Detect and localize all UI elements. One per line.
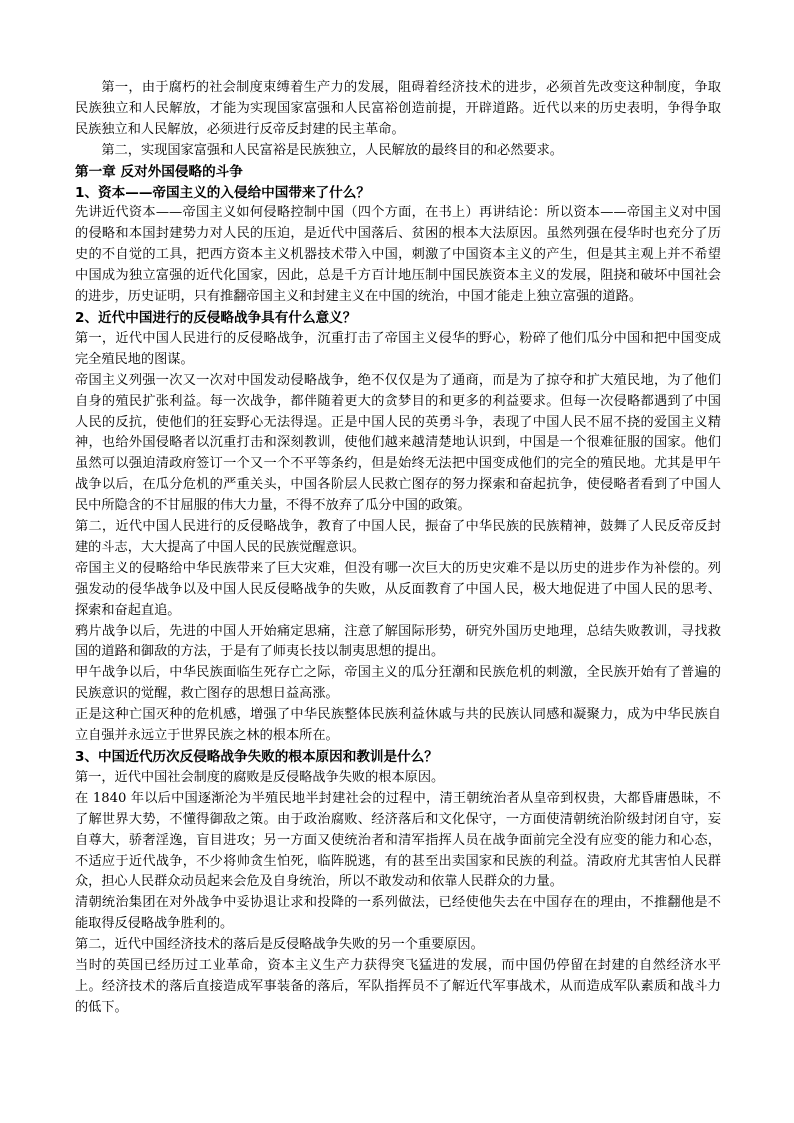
question-3-heading: 3、中国近代历次反侵略战争失败的根本原因和教训是什么？ (75, 749, 438, 765)
q3-paragraph: 第一，近代中国社会制度的腐败是反侵略战争失败的根本原因。 (75, 769, 445, 785)
q2-paragraph: 帝国主义列强一次又一次对中国发动侵略战争，绝不仅仅是为了通商，而是为了掠夺和扩大殖民地，为了他们自身的殖民扩张利益。每一次战争，都伴随着更大的贪梦目的和更多的利益要求。但每一次侵略都遇到了中国人民的反抗，使他们的狂妄野心无法得逞。正是中国人民的英勇斗争，表现了中国人民不屈不挠的爱国主义精神，也给外国侵略者以沉重打击和深刻教训，使他们越来越清楚地认识到，中国是一个很难征服的国家。他们虽然可以强迫清政府签订一个又一个不平等条约，但是始终无法把中国变成他们的完全的殖民地。尤其是甲午战争以后，在瓜分危机的严重关头，中国各阶层人民救亡图存的努力探索和奋起抗争，使侵略者看到了中国人民中所隐含的不甘屈服的伟大力量，不得不放弃了瓜分中国的政策。 (75, 372, 721, 514)
q2-paragraph: 第二，近代中国人民进行的反侵略战争，教育了中国人民，振奋了中华民族的民族精神，鼓舞了人民反帝反封建的斗志，大大提高了中国人民的民族觉醒意识。 (75, 519, 721, 555)
intro-paragraph-2: 第二，实现国家富强和人民富裕是民族独立，人民解放的最终目的和必然要求。 (101, 142, 563, 158)
question-2-heading: 2、近代中国进行的反侵略战争具有什么意义？ (75, 309, 357, 326)
q2-paragraph: 甲午战争以后，中华民族面临生死存亡之际，帝国主义的瓜分狂潮和民族危机的刺激，全民族开始有了普遍的民族意识的觉醒，救亡图存的思想日益高涨。 (75, 665, 721, 702)
q2-paragraph: 帝国主义的侵略给中华民族带来了巨大灾难，但没有哪一次巨大的历史灾难不是以历史的进步作为补偿的。列强发动的侵华战争以及中国人民反侵略战争的失败，从反面教育了中国人民，极大地促进了中国人民的思考、探索和奋起直追。 (75, 560, 721, 618)
q2-paragraph: 鸦片战争以后，先进的中国人开始痛定思痛，注意了解国际形势，研究外国历史地理，总结失败教训，寻找救国的道路和御敌的方法，于是有了师夷长技以制夷思想的提出。 (75, 623, 721, 660)
question-1-heading: 1、资本——帝国主义的入侵给中国带来了什么？ (75, 184, 370, 201)
q3-paragraph: 在 1840 年以后中国逐渐沦为半殖民地半封建社会的过程中，清王朝统治者从皇帝到权贵，大都昏庸愚昧，不了解世界大势，不懂得御敌之策。由于政治腐败、经济落后和文化保守，一方面使清朝统治阶级封闭自守，妄自尊大，骄奢淫逸，盲目进攻；另一方面又使统治者和清军指挥人员在战争面前完全没有应变的能力和心态，不适应于近代战争，不少将帅贪生怕死，临阵脱逃，有的甚至出卖国家和民族的利益。清政府尤其害怕人民群众，担心人民群众动员起来会危及自身统治，所以不敢发动和依靠人民群众的力量。 (75, 790, 721, 890)
q1-paragraph: 先讲近代资本——帝国主义如何侵略控制中国（四个方面，在书上）再讲结论：所以资本——帝国主义对中国的侵略和本国封建势力对人民的压迫，是近代中国落后、贫困的根本大法原因。虽然列强在侵华时也充分了历史的不自觉的工具，把西方资本主义机器技术带入中国，刺激了中国资本主义的产生，但是其主观上并不希望中国成为独立富强的近代化国家，因此，总是千方百计地压制中国民族资本主义的发展，阻挠和破坏中国社会的进步，历史证明，只有推翻帝国主义和封建主义在中国的统治，中国才能走上独立富强的道路。 (75, 205, 721, 305)
intro-paragraph-1: 第一，由于腐朽的社会制度束缚着生产力的发展，阻碍着经济技术的进步，必须首先改变这种制度，争取民族独立和人民解放，才能为实现国家富强和人民富裕创造前提，开辟道路。近代以来的历史表明，争得争取民族独立和人民解放，必须进行反帝反封建的民主革命。 (75, 80, 721, 137)
chapter-title: 第一章 反对外国侵略的斗争 (75, 163, 243, 180)
q3-paragraph: 当时的英国已经历过工业革命，资本主义生产力获得突飞猛进的发展，而中国仍停留在封建的自然经济水平上。经济技术的落后直接造成军事装备的落后，军队指挥员不了解近代军事战术，从而造成军队素质和战斗力的低下。 (75, 958, 721, 1015)
q3-paragraph: 清朝统治集团在对外战争中妥协退让求和投降的一系列做法，已经使他失去在中国存在的理由，不推翻他是不能取得反侵略战争胜利的。 (75, 895, 721, 932)
q2-paragraph: 第一，近代中国人民进行的反侵略战争，沉重打击了帝国主义侵华的野心，粉碎了他们瓜分中国和把中国变成完全殖民地的图谋。 (75, 330, 721, 367)
q3-paragraph: 第二，近代中国经济技术的落后是反侵略战争失败的另一个重要原因。 (75, 937, 484, 953)
document-page (75, 78, 721, 1019)
q2-paragraph: 正是这种亡国灭种的危机感，增强了中华民族整体民族利益休戚与共的民族认同感和凝聚力，成为中华民族自立自强并永远立于世界民族之林的根本所在。 (75, 707, 721, 744)
